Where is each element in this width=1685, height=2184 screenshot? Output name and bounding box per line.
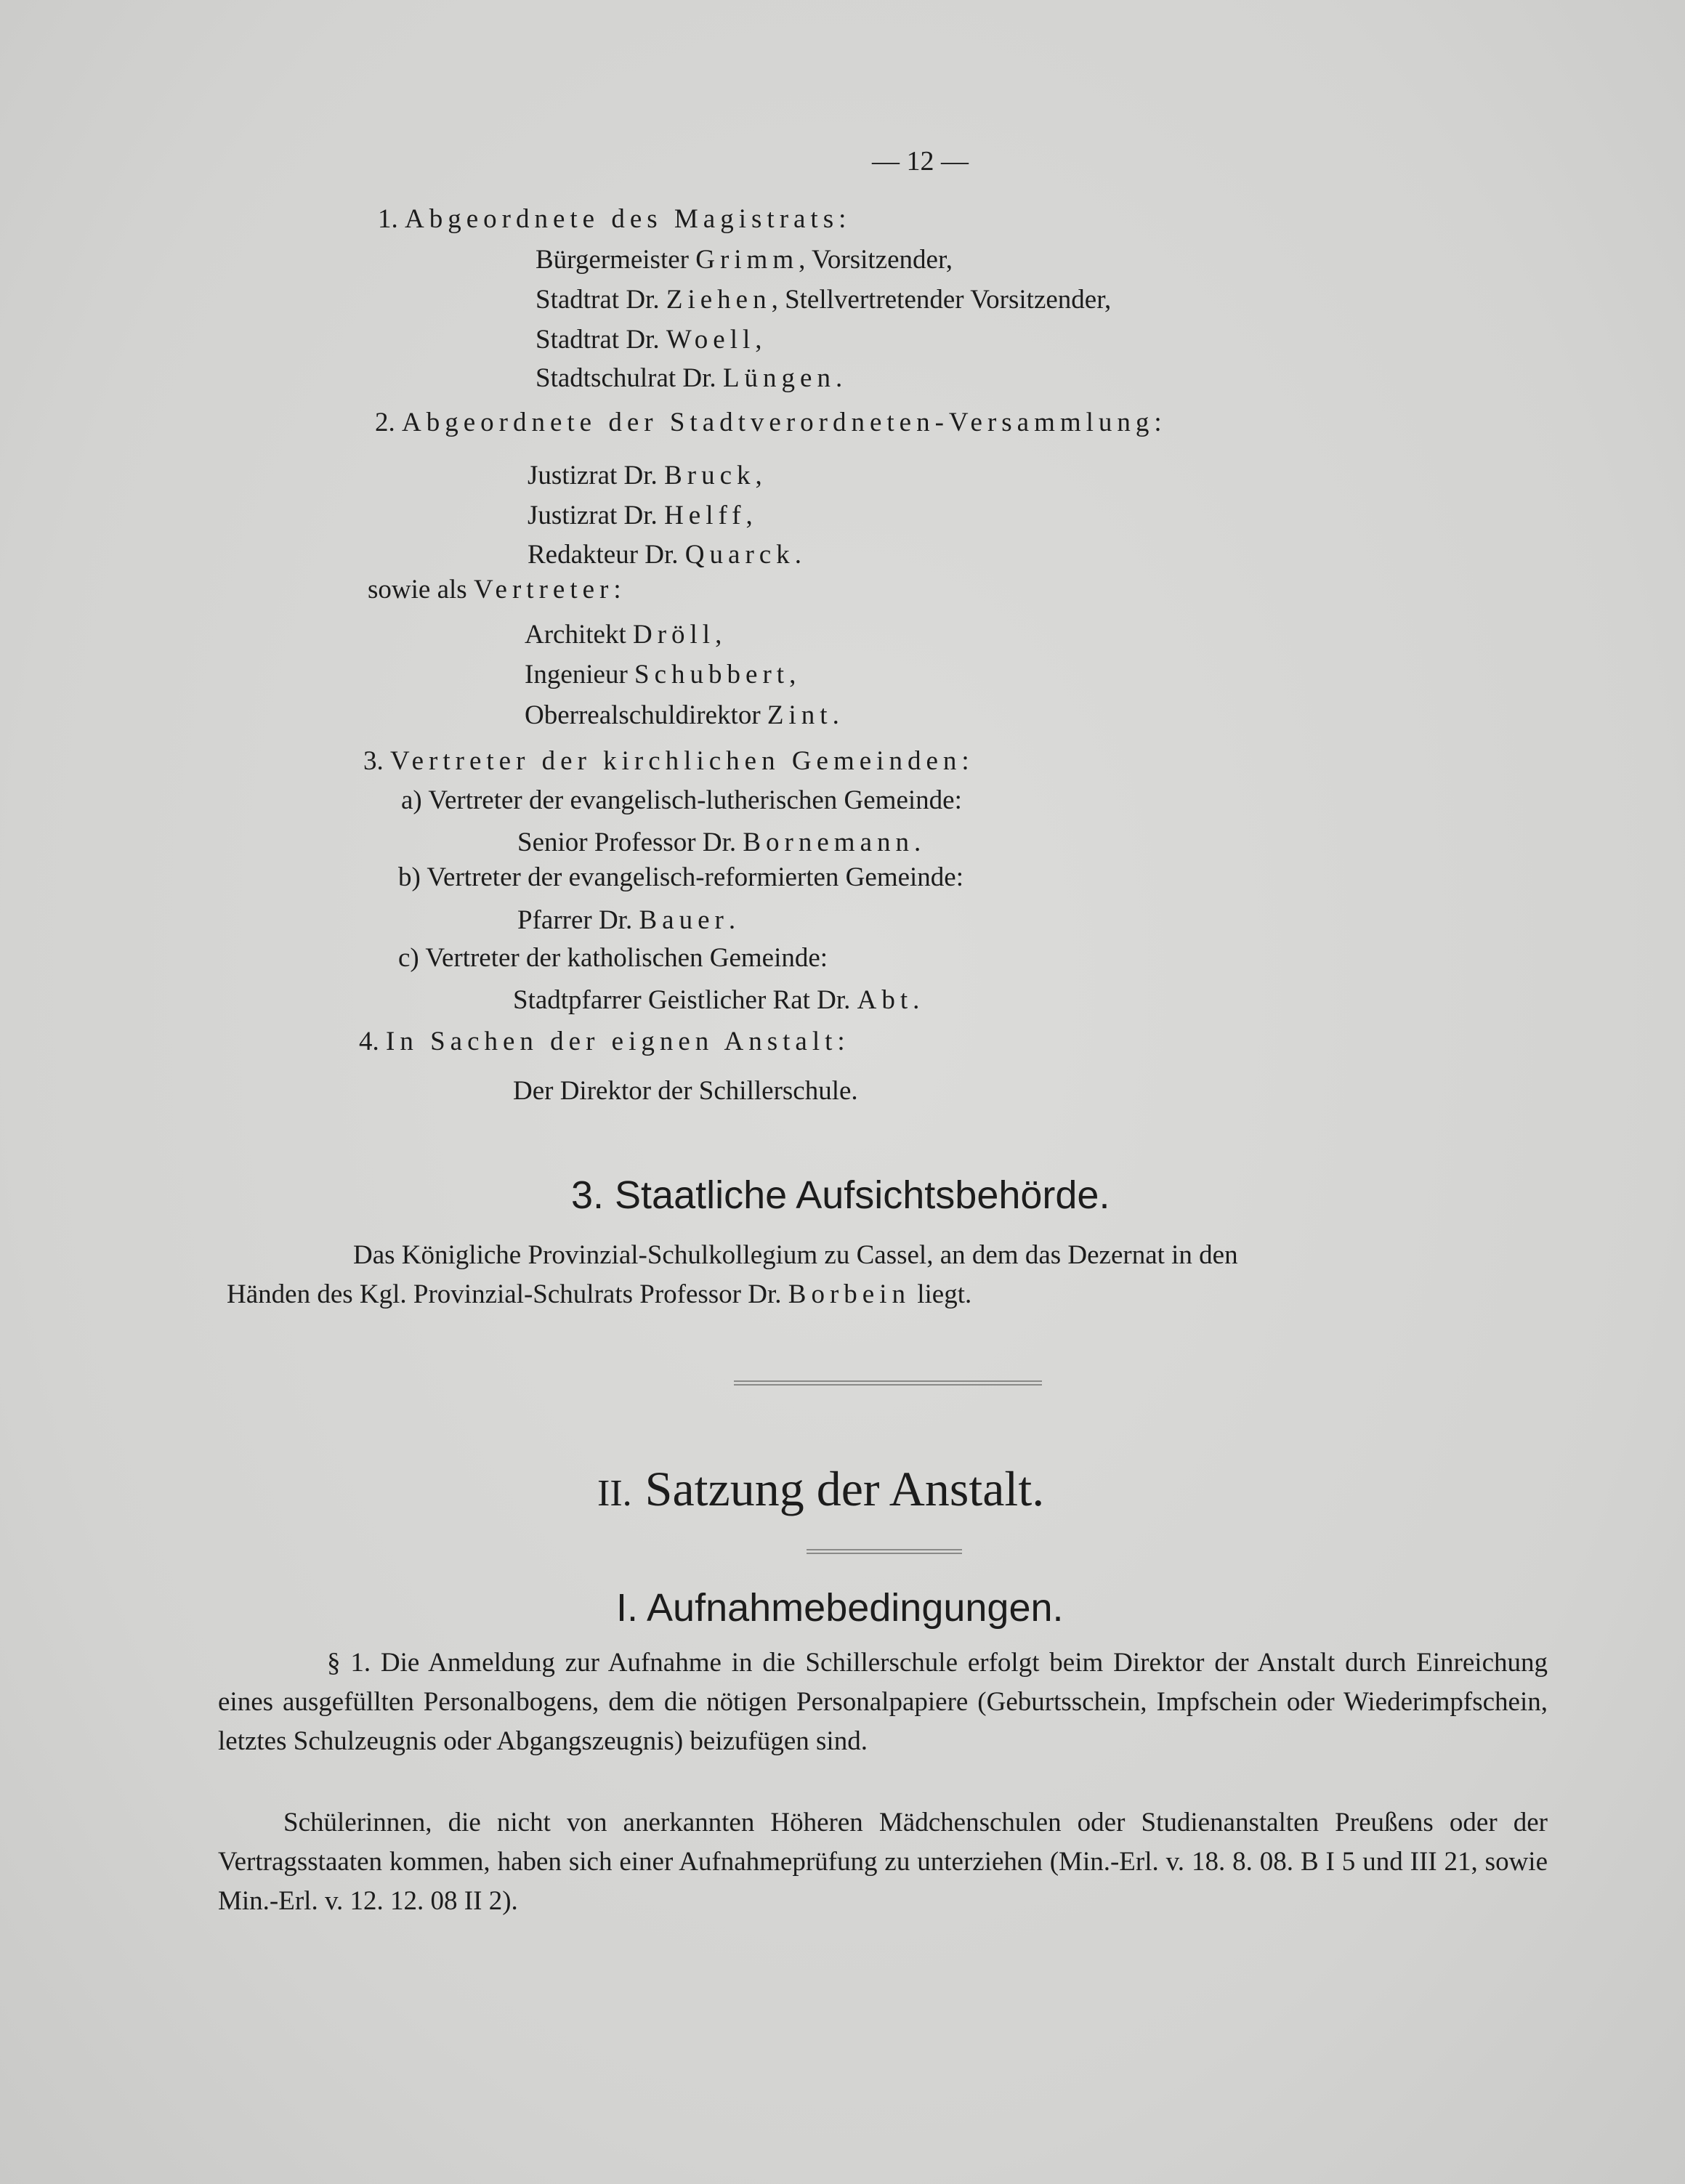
member-line: Stadtschulrat Dr. Lüngen. — [536, 363, 843, 393]
divider-rule-small — [807, 1549, 962, 1554]
paragraph-1: § 1. Die Anmeldung zur Aufnahme in die Schillerschule erfolgt beim Direktor der Anstalt durch Einreichung eines ausgefüllten Personalbogens, dem die nötigen Personalpapiere (Geburtsschein, Impfschein oder Wiederimpfschein, letztes Schulzeugnis oder Abgangszeugnis) beizufügen sind. — [218, 1648, 1548, 1756]
subsection-heading: I. Aufnahmebedingungen. — [616, 1586, 1064, 1630]
member-line: Stadtrat Dr. Woell, — [536, 325, 762, 355]
member-line: Architekt Dröll, — [525, 620, 722, 650]
member-line: Pfarrer Dr. Bauer. — [517, 905, 736, 935]
part-title: Satzung der Anstalt. — [644, 1461, 1045, 1516]
list-item-1-heading — [378, 203, 851, 235]
sub-item-b: b) Vertreter der evangelisch-reformierten Gemeinde: — [398, 862, 964, 892]
list-item-2-heading: 2. Abgeordnete der Stadtverordneten-Versammlung: — [375, 408, 1167, 437]
list-title: Abgeordnete des Magistrats: — [405, 204, 852, 234]
member-line: Senior Professor Dr. Bornemann. — [517, 828, 921, 857]
member-line: Stadtpfarrer Geistlicher Rat Dr. Abt. — [513, 985, 920, 1015]
member-line: Ingenieur Schubbert, — [525, 660, 796, 689]
page-number: — 12 — — [872, 146, 969, 177]
divider-rule — [734, 1380, 1042, 1386]
representatives-heading: sowie als Vertreter: — [368, 575, 626, 604]
member-line: Oberrealschuldirektor Zint. — [525, 700, 839, 730]
member-line: Redakteur Dr. Quarck. — [528, 540, 801, 570]
part-numeral: II. — [597, 1473, 632, 1514]
list-item-4-heading: 4. In Sachen der eignen Anstalt: — [359, 1027, 850, 1056]
sub-item-a: a) Vertreter der evangelisch-lutherischen Gemeinde: — [401, 785, 962, 815]
part-heading — [597, 1460, 1044, 1518]
section-heading: 3. Staatliche Aufsichtsbehörde. — [571, 1173, 1110, 1217]
paragraph-line: Händen des Kgl. Provinzial-Schulrats Professor Dr. Borbein liegt. — [227, 1279, 972, 1309]
sub-item-c: c) Vertreter der katholischen Gemeinde: — [398, 943, 828, 973]
list-item-3-heading: 3. Vertreter der kirchlichen Gemeinden: — [363, 746, 974, 776]
member-line: Justizrat Dr. Bruck, — [528, 461, 762, 490]
paragraph-2: Schülerinnen, die nicht von anerkannten Höheren Mädchenschulen oder Studienanstalten Preußens oder der Vertragsstaaten kommen, haben sich einer Aufnahmeprüfung zu unterziehen (Min.-Erl. v. 18. 8. 08. B I 5 und III 21, sowie Min.-Erl. v. 12. 12. 08 II 2). — [218, 1808, 1548, 1916]
member-line: Stadtrat Dr. Ziehen, Stellvertretender Vorsitzender, — [536, 285, 1112, 315]
list-number: 1. — [378, 204, 398, 234]
member-line: Justizrat Dr. Helff, — [528, 501, 753, 530]
member-line: Der Direktor der Schillerschule. — [513, 1076, 858, 1106]
member-line: Bürgermeister Grimm, Vorsitzender, — [536, 245, 953, 275]
paragraph-line: Das Königliche Provinzial-Schulkollegium zu Cassel, an dem das Dezernat in den — [353, 1240, 1238, 1270]
